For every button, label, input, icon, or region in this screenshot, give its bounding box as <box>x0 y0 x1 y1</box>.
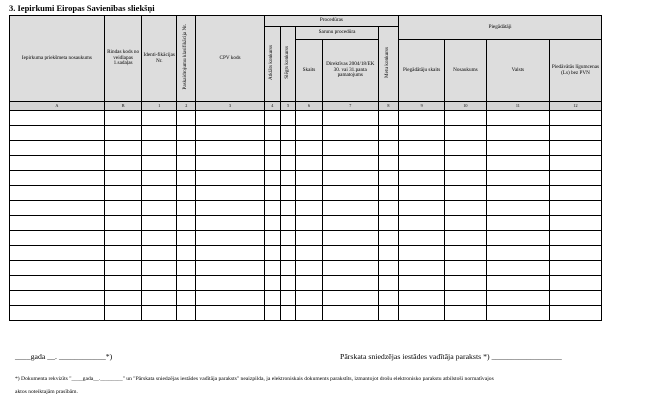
table-row <box>10 156 602 171</box>
header-row-code: Rindas kods no veidlapas 1.sadaļas <box>104 16 142 102</box>
table-cell[interactable] <box>142 261 177 276</box>
table-cell[interactable] <box>399 261 445 276</box>
table-row <box>10 261 602 276</box>
table-cell[interactable] <box>142 126 177 141</box>
table-cell[interactable] <box>177 201 196 216</box>
table-cell[interactable] <box>264 216 280 231</box>
table-cell[interactable] <box>378 276 398 291</box>
column-letter: 12 <box>549 102 601 111</box>
header-procedures: Procedūras <box>264 16 399 27</box>
footnote-line-1: *) Dokumenta rekvizīts "____gada__.________" un "Pārskata sniedzējas iestādes vadītāja paraksts" neaizpilda, ja elektroniskais dokuments parakstīts, izmantojot drošu elektronisko parakstu atbilstoši normatīvajos <box>15 376 494 382</box>
header-design-contest: Metu konkurss <box>378 27 398 102</box>
procurement-table <box>9 15 602 321</box>
table-cell[interactable] <box>296 111 322 126</box>
table-cell[interactable] <box>296 231 322 246</box>
header-contractors-count: Piegādātāju skaits <box>399 40 445 102</box>
table-cell[interactable] <box>104 141 142 156</box>
signer-line: __________________ <box>491 352 562 361</box>
table-cell[interactable] <box>399 186 445 201</box>
table-cell[interactable] <box>196 171 264 186</box>
table-cell[interactable] <box>104 246 142 261</box>
table-row <box>10 246 602 261</box>
header-open-tender: Atklāts konkurss <box>264 27 280 102</box>
table-cell[interactable] <box>549 276 601 291</box>
table-cell[interactable] <box>399 306 445 321</box>
table-cell[interactable] <box>378 201 398 216</box>
table-cell[interactable] <box>196 261 264 276</box>
table-cell[interactable] <box>196 246 264 261</box>
table-cell[interactable] <box>104 261 142 276</box>
table-cell[interactable] <box>10 141 105 156</box>
table-cell[interactable] <box>264 291 280 306</box>
table-cell[interactable] <box>196 141 264 156</box>
table-cell[interactable] <box>177 231 196 246</box>
table-cell[interactable] <box>10 186 105 201</box>
table-cell[interactable] <box>549 231 601 246</box>
table-cell[interactable] <box>280 156 295 171</box>
table-cell[interactable] <box>322 246 378 261</box>
table-cell[interactable] <box>486 126 549 141</box>
table-cell[interactable] <box>280 186 295 201</box>
table-cell[interactable] <box>399 171 445 186</box>
table-cell[interactable] <box>142 306 177 321</box>
table-cell[interactable] <box>142 216 177 231</box>
table-cell[interactable] <box>10 231 105 246</box>
table-cell[interactable] <box>280 111 295 126</box>
table-cell[interactable] <box>378 291 398 306</box>
column-letter: 10 <box>445 102 487 111</box>
table-cell[interactable] <box>445 171 487 186</box>
table-cell[interactable] <box>104 186 142 201</box>
table-cell[interactable] <box>104 291 142 306</box>
table-cell[interactable] <box>445 201 487 216</box>
table-cell[interactable] <box>280 126 295 141</box>
table-cell[interactable] <box>264 186 280 201</box>
table-cell[interactable] <box>445 306 487 321</box>
table-cell[interactable] <box>104 276 142 291</box>
table-cell[interactable] <box>142 171 177 186</box>
header-identification: Identi-fikācijas Nr. <box>142 16 177 102</box>
table-cell[interactable] <box>322 111 378 126</box>
table-cell[interactable] <box>322 201 378 216</box>
table-cell[interactable] <box>486 291 549 306</box>
table-cell[interactable] <box>264 246 280 261</box>
table-cell[interactable] <box>378 246 398 261</box>
table-cell[interactable] <box>177 261 196 276</box>
table-cell[interactable] <box>322 171 378 186</box>
table-cell[interactable] <box>549 306 601 321</box>
table-cell[interactable] <box>104 216 142 231</box>
table-cell[interactable] <box>378 141 398 156</box>
column-letter: 9 <box>399 102 445 111</box>
table-cell[interactable] <box>399 246 445 261</box>
table-cell[interactable] <box>10 216 105 231</box>
table-cell[interactable] <box>142 141 177 156</box>
table-cell[interactable] <box>486 171 549 186</box>
table-cell[interactable] <box>378 126 398 141</box>
header-closed-tender: Slēgts konkurss <box>280 27 295 102</box>
table-cell[interactable] <box>280 276 295 291</box>
table-cell[interactable] <box>322 156 378 171</box>
table-cell[interactable] <box>399 291 445 306</box>
table-cell[interactable] <box>142 111 177 126</box>
table-cell[interactable] <box>296 246 322 261</box>
column-letter: 1 <box>142 102 177 111</box>
table-cell[interactable] <box>142 231 177 246</box>
table-cell[interactable] <box>549 141 601 156</box>
table-cell[interactable] <box>280 306 295 321</box>
table-cell[interactable] <box>445 231 487 246</box>
table-cell[interactable] <box>104 306 142 321</box>
column-letter: 3 <box>196 102 264 111</box>
table-cell[interactable] <box>264 156 280 171</box>
table-cell[interactable] <box>10 111 105 126</box>
table-cell[interactable] <box>296 156 322 171</box>
table-cell[interactable] <box>549 261 601 276</box>
table-cell[interactable] <box>177 126 196 141</box>
table-cell[interactable] <box>280 261 295 276</box>
table-cell[interactable] <box>445 156 487 171</box>
table-cell[interactable] <box>142 201 177 216</box>
header-directive: Direktīvas 2004/18/EK 30. vai 31.panta pamatojums <box>322 40 378 102</box>
table-cell[interactable] <box>549 126 601 141</box>
table-row <box>10 126 602 141</box>
table-cell[interactable] <box>296 126 322 141</box>
table-cell[interactable] <box>264 171 280 186</box>
table-cell[interactable] <box>296 186 322 201</box>
table-cell[interactable] <box>196 216 264 231</box>
table-row <box>10 141 602 156</box>
table-cell[interactable] <box>445 261 487 276</box>
column-letter: 7 <box>322 102 378 111</box>
table-cell[interactable] <box>196 156 264 171</box>
table-cell[interactable] <box>445 291 487 306</box>
table-cell[interactable] <box>177 276 196 291</box>
section-title: 3. Iepirkumi Eiropas Savienības sliekšņi <box>9 3 155 13</box>
table-cell[interactable] <box>177 141 196 156</box>
column-letter: 2 <box>177 102 196 111</box>
table-cell[interactable] <box>549 186 601 201</box>
table-cell[interactable] <box>264 141 280 156</box>
table-cell[interactable] <box>445 246 487 261</box>
footnote-line-2: aktos noteiktajām prasībām. <box>15 389 78 395</box>
table-cell[interactable] <box>445 111 487 126</box>
table-cell[interactable] <box>177 216 196 231</box>
table-cell[interactable] <box>104 111 142 126</box>
table-cell[interactable] <box>378 156 398 171</box>
header-negotiated-procedure: Sarunu procedūra <box>296 27 379 40</box>
table-cell[interactable] <box>486 111 549 126</box>
table-cell[interactable] <box>296 291 322 306</box>
signer-label: Pārskata sniedzējas iestādes vadītāja paraksts *) <box>340 352 490 361</box>
table-cell[interactable] <box>399 141 445 156</box>
table-cell[interactable] <box>142 291 177 306</box>
table-cell[interactable] <box>296 216 322 231</box>
table-row <box>10 231 602 246</box>
header-negotiated-count: Skaits <box>296 40 322 102</box>
table-cell[interactable] <box>399 201 445 216</box>
table-cell[interactable] <box>486 156 549 171</box>
table-cell[interactable] <box>196 111 264 126</box>
table-cell[interactable] <box>378 171 398 186</box>
table-cell[interactable] <box>445 126 487 141</box>
table-cell[interactable] <box>280 171 295 186</box>
table-cell[interactable] <box>264 306 280 321</box>
table-cell[interactable] <box>10 261 105 276</box>
table-cell[interactable] <box>10 171 105 186</box>
table-cell[interactable] <box>196 276 264 291</box>
table-row <box>10 201 602 216</box>
table-cell[interactable] <box>177 186 196 201</box>
table-row <box>10 306 602 321</box>
table-cell[interactable] <box>296 276 322 291</box>
table-cell[interactable] <box>280 231 295 246</box>
table-cell[interactable] <box>296 171 322 186</box>
table-cell[interactable] <box>486 261 549 276</box>
table-cell[interactable] <box>486 186 549 201</box>
header-contractor-name: Nosaukums <box>445 40 487 102</box>
table-cell[interactable] <box>486 231 549 246</box>
column-letter: 8 <box>378 102 398 111</box>
table-cell[interactable] <box>104 171 142 186</box>
table-cell[interactable] <box>322 216 378 231</box>
table-cell[interactable] <box>322 141 378 156</box>
table-cell[interactable] <box>10 306 105 321</box>
table-cell[interactable] <box>10 291 105 306</box>
table-cell[interactable] <box>177 306 196 321</box>
table-cell[interactable] <box>399 111 445 126</box>
table-cell[interactable] <box>549 156 601 171</box>
table-cell[interactable] <box>549 171 601 186</box>
table-cell[interactable] <box>445 141 487 156</box>
table-row <box>10 186 602 201</box>
table-cell[interactable] <box>549 216 601 231</box>
table-cell[interactable] <box>445 186 487 201</box>
table-body <box>10 111 602 321</box>
header-contractors: Piegādātāji <box>399 16 602 40</box>
table-cell[interactable] <box>296 201 322 216</box>
table-cell[interactable] <box>104 126 142 141</box>
table-cell[interactable] <box>142 276 177 291</box>
table-cell[interactable] <box>104 156 142 171</box>
table-cell[interactable] <box>264 111 280 126</box>
header-contractor-country: Valsts <box>486 40 549 102</box>
table-cell[interactable] <box>378 216 398 231</box>
table-row <box>10 171 602 186</box>
table-row <box>10 291 602 306</box>
table-cell[interactable] <box>264 276 280 291</box>
table-cell[interactable] <box>486 246 549 261</box>
header-cpv-code: CPV kods <box>196 16 264 102</box>
table-cell[interactable] <box>549 246 601 261</box>
table-cell[interactable] <box>264 201 280 216</box>
column-letter: 4 <box>264 102 280 111</box>
table-cell[interactable] <box>104 231 142 246</box>
table-cell[interactable] <box>280 201 295 216</box>
table-cell[interactable] <box>280 246 295 261</box>
table-cell[interactable] <box>177 111 196 126</box>
table-cell[interactable] <box>486 306 549 321</box>
table-cell[interactable] <box>296 306 322 321</box>
table-cell[interactable] <box>10 246 105 261</box>
table-cell[interactable] <box>177 291 196 306</box>
table-cell[interactable] <box>378 186 398 201</box>
table-cell[interactable] <box>264 126 280 141</box>
table-cell[interactable] <box>264 231 280 246</box>
table-cell[interactable] <box>399 216 445 231</box>
table-cell[interactable] <box>322 186 378 201</box>
table-cell[interactable] <box>280 141 295 156</box>
table-cell[interactable] <box>399 126 445 141</box>
table-cell[interactable] <box>549 291 601 306</box>
column-letter: 5 <box>280 102 295 111</box>
table-cell[interactable] <box>378 306 398 321</box>
table-cell[interactable] <box>445 216 487 231</box>
table-cell[interactable] <box>196 291 264 306</box>
table-cell[interactable] <box>280 216 295 231</box>
table-cell[interactable] <box>549 111 601 126</box>
table-cell[interactable] <box>142 156 177 171</box>
table-cell[interactable] <box>177 246 196 261</box>
table-cell[interactable] <box>296 261 322 276</box>
table-cell[interactable] <box>322 306 378 321</box>
table-cell[interactable] <box>549 201 601 216</box>
table-cell[interactable] <box>378 231 398 246</box>
table-cell[interactable] <box>10 156 105 171</box>
table-cell[interactable] <box>196 231 264 246</box>
date-line: ____gada __. ____________*) <box>15 352 113 361</box>
column-letter: A <box>10 102 105 111</box>
column-letter: 11 <box>486 102 549 111</box>
table-cell[interactable] <box>104 201 142 216</box>
column-letter: B <box>104 102 142 111</box>
table-cell[interactable] <box>177 171 196 186</box>
table-cell[interactable] <box>10 126 105 141</box>
table-cell[interactable] <box>177 156 196 171</box>
table-cell[interactable] <box>486 216 549 231</box>
table-cell[interactable] <box>10 276 105 291</box>
table-cell[interactable] <box>322 291 378 306</box>
table-row <box>10 111 602 126</box>
table-cell[interactable] <box>196 186 264 201</box>
table-cell[interactable] <box>322 126 378 141</box>
table-cell[interactable] <box>378 111 398 126</box>
column-letter: 6 <box>296 102 322 111</box>
table-cell[interactable] <box>322 231 378 246</box>
table-row <box>10 216 602 231</box>
header-classification: Paskaidrojumu klasifikācija Nr. <box>177 16 196 102</box>
table-cell[interactable] <box>399 276 445 291</box>
table-cell[interactable] <box>486 276 549 291</box>
table-cell[interactable] <box>486 201 549 216</box>
table-cell[interactable] <box>142 246 177 261</box>
header-procurement-name: Iepirkuma priekšmeta nosaukums <box>10 16 105 102</box>
table-cell[interactable] <box>196 126 264 141</box>
table-cell[interactable] <box>378 261 398 276</box>
table-cell[interactable] <box>445 276 487 291</box>
table-cell[interactable] <box>322 261 378 276</box>
header-contract-price: Piedāvātās līgumcenas (Ls) bez PVN <box>549 40 601 102</box>
table-cell[interactable] <box>280 291 295 306</box>
column-letter-row <box>10 102 602 111</box>
table-cell[interactable] <box>399 156 445 171</box>
table-cell[interactable] <box>264 261 280 276</box>
table-row <box>10 276 602 291</box>
table-cell[interactable] <box>196 306 264 321</box>
signer-block <box>340 352 562 361</box>
table-cell[interactable] <box>296 141 322 156</box>
table-cell[interactable] <box>322 276 378 291</box>
table-cell[interactable] <box>486 141 549 156</box>
table-cell[interactable] <box>10 201 105 216</box>
table-cell[interactable] <box>142 186 177 201</box>
table-cell[interactable] <box>399 231 445 246</box>
table-cell[interactable] <box>196 201 264 216</box>
